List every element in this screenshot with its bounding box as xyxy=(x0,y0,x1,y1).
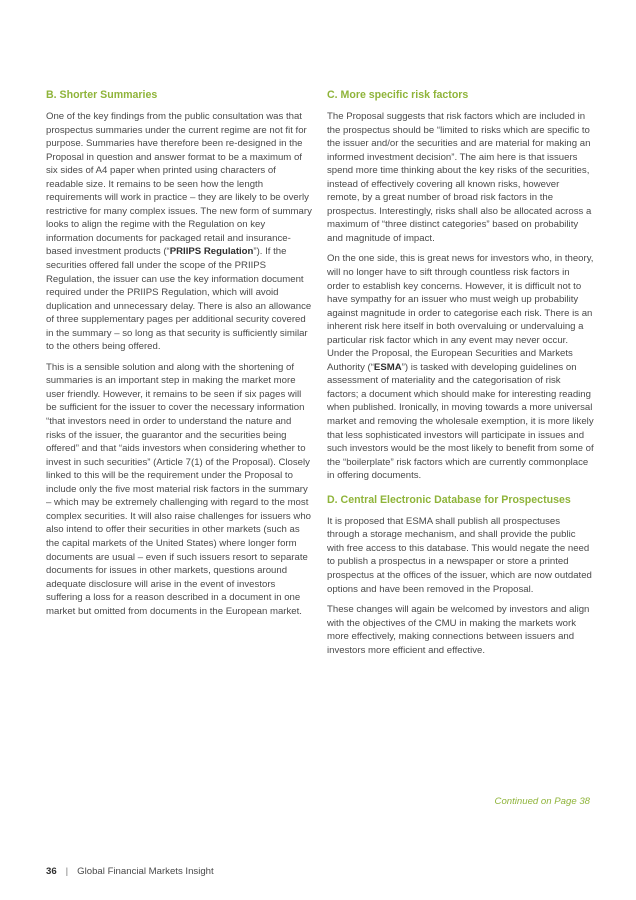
priips-regulation-term: PRIIPS Regulation xyxy=(169,246,254,258)
publication-title: Global Financial Markets Insight xyxy=(77,866,214,877)
section-d-paragraph-2: These changes will again be welcomed by investors and align with the objectives of the CMU in making the markets work more effectively, making connections between issuers and investors more efficient and effective. xyxy=(327,604,590,656)
section-c-heading: C. More specific risk factors xyxy=(327,89,469,101)
section-d-paragraph-1: It is proposed that ESMA shall publish all prospectuses through a storage mechanism, and shall provide the public with free access to this database. This would negate the need to publish a prospectus in a newspaper or store a printed prospectus at the offices of the issuer, which are now outdated options and have been removed in the Proposal. xyxy=(327,515,592,595)
section-b-paragraph-2: This is a sensible solution and along with the shortening of summaries is an important step in making the market more user friendly. However, it remains to be seen if six pages will be sufficient for the issuer to cover the necessary information “that investors need in order to understand the nature and risks of the issuer, the guarantor and the securities being offered” and that “aids investors when considering whether to invest in such securities” (Article 7(1) of the Proposal). Closely linked to this will be the requirement under the Proposal to include only the five most material risk factors in the summary – which may be extremely challenging with regard to the most complex securities. It will also raise challenges for issuers who also intend to offer their securities in other markets (such as the capital markets of the United States) where longer form documents are usual – even if such issuers resort to separate documents for issues in other markets, questions around adequate disclosure will arise in the event of investors suffering a loss for a reason described in a document in one market but omitted from documents in the European market. xyxy=(46,361,311,617)
footer-separator: | xyxy=(65,866,69,877)
continued-note: Continued on Page 38 xyxy=(494,796,590,807)
left-column xyxy=(46,88,313,625)
section-c-paragraph-1: The Proposal suggests that risk factors which are included in the prospectus should be “limited to risks which are specific to the issuer and/or the securities and are material for making an informed investment decision”. The aim here is that issuers spend more time thinking about the key risks of the securities, instead of effectively covering all known risks, however remote, by a great number of broad risk factors in the prospectus. Interestingly, risks shall also be allocated across a maximum of “three distinct categories” based on probability and magnitude of impact. xyxy=(327,111,592,244)
esma-term: ESMA xyxy=(373,361,402,373)
section-b-paragraph-1: One of the key findings from the public consultation was that prospectus summaries under the current regime are not fit for purpose. Summaries have therefore been re-designed in the Proposal in question and answer format to be a maximum of six sides of A4 paper when printed using characters of readable size. It remains to be seen how the length requirements will work in practice – they are likely to be overly restrictive for many complex issues. The new form of summary looks to align the regime with the Regulation on key information documents for packaged retail and insurance-based investment products (“PRIIPS Regulation”). If the securities offered fall under the scope of the PRIIPS Regulation, the issuer can use the key information document required under the PRIIPS Regulation, which will avoid duplication and unnecessary delay. There is also an allowance of three supplementary pages per additional security covered in the summary – so long as that security is sufficiently similar to the others being offered. xyxy=(46,111,312,353)
page-number: 36 xyxy=(46,866,57,877)
section-c-paragraph-2: On the one side, this is great news for investors who, in theory, will no longer have to sift through countless risk factors in order to establish key concerns. However, it is difficult not to have sympathy for an issuer who must weigh up probability against magnitude in order to categorise each risk. There is an inherent risk here itself in both overvaluing or undervaluing a particular risk factor which in any event may never occur. Under the Proposal, the European Securities and Markets Authority (“ESMA”) is tasked with developing guidelines on assessment of materiality and the categorisation of risk factors; a document which should make for interesting reading when published. Ironically, in moving towards a more universal market and removing the wholesale exemption, it is more likely that less sophisticated investors will participate in issues and such investors would be the most likely to benefit from some of the “boilerplate” risk factors which are currently commonplace in offering documents. xyxy=(327,253,594,482)
page-footer xyxy=(46,866,214,877)
right-column xyxy=(327,88,594,664)
section-b-heading: B. Shorter Summaries xyxy=(46,89,158,101)
section-d-heading: D. Central Electronic Database for Prospectuses xyxy=(327,493,571,506)
